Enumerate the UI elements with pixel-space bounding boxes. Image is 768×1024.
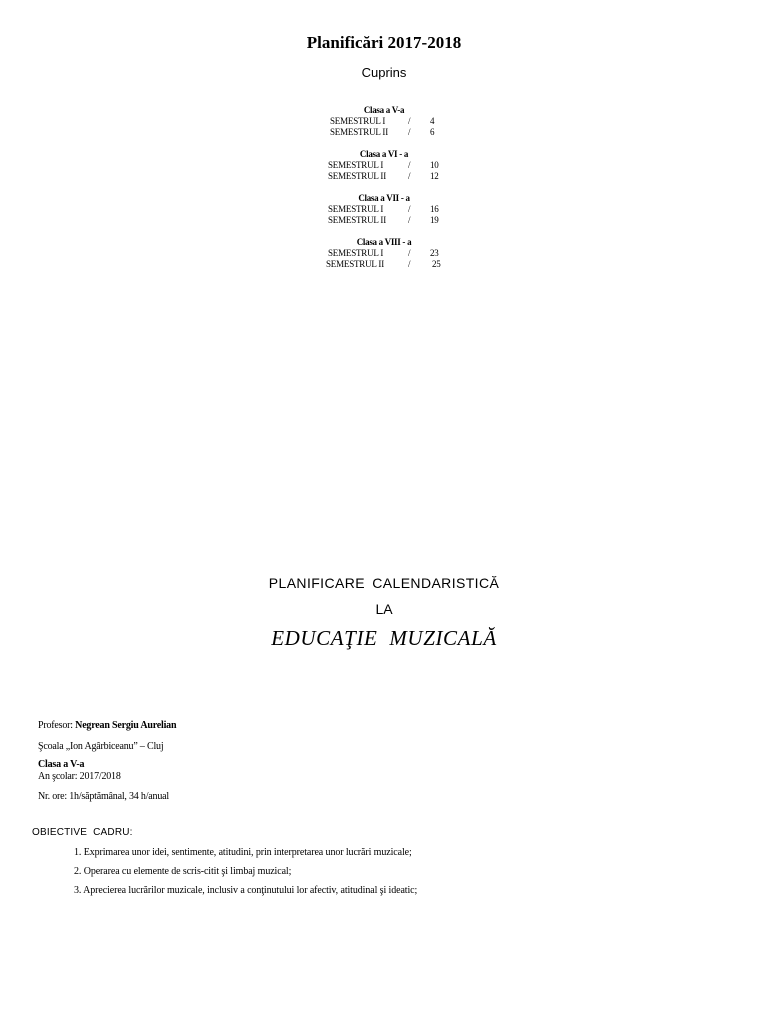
toc-group-class-6 xyxy=(0,149,768,182)
toc-entry xyxy=(0,127,768,138)
toc-entry-separator: / xyxy=(408,127,411,137)
toc-class-label: Clasa a VII - a xyxy=(358,193,410,203)
toc-group-class-5 xyxy=(0,105,768,138)
plan-title: PLANIFICARE CALENDARISTICĂ xyxy=(268,575,500,591)
toc-entry xyxy=(0,204,768,215)
toc-entry-page: 4 xyxy=(430,116,435,126)
teacher-line xyxy=(38,720,176,731)
document-title: Planificări 2017-2018 xyxy=(306,33,462,52)
teacher-label: Profesor: xyxy=(38,720,76,731)
toc-entry xyxy=(0,171,768,182)
toc-entry xyxy=(0,259,768,270)
toc-entry-page: 10 xyxy=(430,160,439,170)
toc-entry-separator: / xyxy=(408,116,411,126)
school-year-line: An şcolar: 2017/2018 xyxy=(38,771,121,782)
toc-group-class-8 xyxy=(0,237,768,270)
toc-entry-separator: / xyxy=(408,259,411,269)
toc-entry-label: SEMESTRUL I xyxy=(328,160,384,170)
objectives-heading: OBIECTIVE CADRU: xyxy=(32,827,133,838)
objective-item: 2. Operarea cu elemente de scris-citit şi limbaj muzical; xyxy=(74,866,292,877)
toc-entry-page: 19 xyxy=(430,215,439,225)
toc-entry-label: SEMESTRUL II xyxy=(326,259,385,269)
toc-class-label: Clasa a VI - a xyxy=(359,149,409,159)
toc-group-class-7 xyxy=(0,193,768,226)
toc-entry xyxy=(0,160,768,171)
toc-entry-separator: / xyxy=(408,204,411,214)
toc-class-label: Clasa a VIII - a xyxy=(356,237,412,247)
toc-entry-label: SEMESTRUL I xyxy=(328,204,384,214)
toc-entry xyxy=(0,215,768,226)
toc-entry-page: 16 xyxy=(430,204,439,214)
toc-entry xyxy=(0,116,768,127)
toc-entry-separator: / xyxy=(408,171,411,181)
toc-entry-label: SEMESTRUL I xyxy=(330,116,386,126)
plan-preposition: LA xyxy=(375,601,393,617)
plan-subject: EDUCAŢIE MUZICALĂ xyxy=(271,626,497,650)
toc-entry-page: 23 xyxy=(430,248,439,258)
toc-entry-label: SEMESTRUL II xyxy=(330,127,389,137)
toc-entry-page: 25 xyxy=(432,259,441,269)
objective-item: 1. Exprimarea unor idei, sentimente, atitudini, prin interpretarea unor lucrări muzicale; xyxy=(74,847,412,858)
toc-entry-label: SEMESTRUL II xyxy=(328,171,387,181)
toc-entry xyxy=(0,248,768,259)
toc-entry-separator: / xyxy=(408,160,411,170)
objective-item: 3. Aprecierea lucrărilor muzicale, inclusiv a conţinutului lor afectiv, atitudinal şi ideatic; xyxy=(74,885,418,896)
school-line: Şcoala „Ion Agârbiceanu” – Cluj xyxy=(38,741,164,752)
toc-entry-page: 6 xyxy=(430,127,435,137)
objectives-list xyxy=(74,846,417,903)
toc-entry-separator: / xyxy=(408,248,411,258)
toc-heading: Cuprins xyxy=(361,65,407,80)
toc-class-label: Clasa a V-a xyxy=(363,105,405,115)
toc-entry-label: SEMESTRUL I xyxy=(328,248,384,258)
toc-entry-page: 12 xyxy=(430,171,439,181)
hours-line: Nr. ore: 1h/săptămânal, 34 h/anual xyxy=(38,791,169,802)
teacher-name: Negrean Sergiu Aurelian xyxy=(75,720,177,731)
class-line: Clasa a V-a xyxy=(38,759,85,770)
toc-entry-separator: / xyxy=(408,215,411,225)
toc-entry-label: SEMESTRUL II xyxy=(328,215,387,225)
